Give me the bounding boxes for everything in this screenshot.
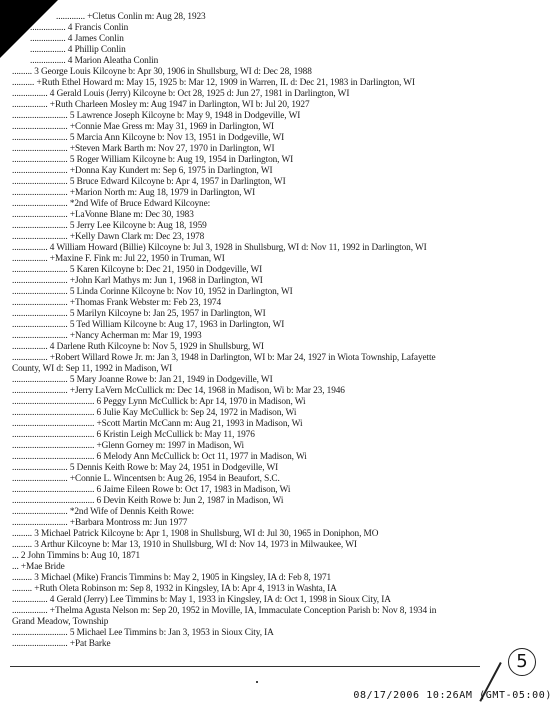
report-line: ......................... 5 Marcia Ann Kilcoyne b: Nov 13, 1951 in Dodgeville, WI [12, 133, 285, 143]
report-line: ................ 4 Gerald (Jerry) Lee Timmins b: May 1, 1933 in Kingsley, IA d: Oct 1, 1998 in Sioux City, IA [12, 595, 391, 605]
report-line: ......................... 5 Mary Joanne Rowe b: Jan 21, 1949 in Dodgeville, WI [12, 375, 273, 385]
report-line: ......................... +Thomas Frank Webster m: Feb 23, 1974 [12, 298, 221, 308]
report-line: ................ +Robert Willard Rowe Jr. m: Jan 3, 1948 in Darlington, WI b: Mar 24, 1927 in Wiota Township, Lafayette [12, 353, 436, 363]
report-line: ..................................... 6 Devin Keith Rowe b: Jun 2, 1987 in Madison, Wi [12, 496, 284, 506]
report-line: ......................... +Kelly Dawn Clark m: Dec 23, 1978 [12, 232, 205, 242]
report-line: ......................... +Connie Mae Gress m: May 31, 1969 in Darlington, WI [12, 122, 275, 132]
report-line: ..................................... 6 Kristin Leigh McCullick b: May 11, 1976 [12, 430, 255, 440]
report-line: ......... +Ruth Oleta Robinson m: Sep 8, 1932 in Kingsley, IA b: Apr 4, 1913 in Washta, IA [12, 584, 337, 594]
report-line: ......................... +Pat Barke [12, 639, 111, 649]
report-line: ......................... 5 Marilyn Kilcoyne b: Jan 25, 1957 in Darlington, WI [12, 309, 266, 319]
handwritten-page-number: 5 [508, 648, 536, 676]
report-line: ................ 4 James Conlin [30, 34, 124, 44]
report-line: ......................... 5 Ted William Kilcoyne b: Aug 17, 1963 in Darlington, WI [12, 320, 285, 330]
report-line: ......................... +Marion North m: Aug 18, 1979 in Darlington, WI [12, 188, 256, 198]
report-line: ......... 3 Michael (Mike) Francis Timmins b: May 2, 1905 in Kingsley, IA d: Feb 8, 1971 [12, 573, 332, 583]
report-line: ................ +Ruth Charleen Mosley m: Aug 1947 in Darlington, WI b: Jul 20, 1927 [12, 100, 310, 110]
report-line: ......................... 5 Roger William Kilcoyne b: Aug 19, 1954 in Darlington, WI [12, 155, 294, 165]
report-line: ..................................... 6 Melody Ann McCullick b: Oct 11, 1977 in Madison, Wi [12, 452, 307, 462]
report-line: ......................... 5 Bruce Edward Kilcoyne b: Apr 4, 1957 in Darlington, WI [12, 177, 286, 187]
report-line: ................ 4 Marion Aleatha Conlin [30, 56, 159, 66]
report-line: ................ 4 William Howard (Billie) Kilcoyne b: Jul 3, 1928 in Shullsburg, WI d: Nov 11, 1992 in Darlington, WI [12, 243, 427, 253]
report-line: ... 2 John Timmins b: Aug 10, 1871 [12, 551, 141, 561]
report-line: ......................... +LaVonne Blane m: Dec 30, 1983 [12, 210, 194, 220]
fax-timestamp: 08/17/2006 10:26AM (GMT-05:00) [353, 690, 552, 701]
report-line: ..................................... +Glenn Gorney m: 1997 in Madison, Wi [12, 441, 245, 451]
report-line: ............. +Cletus Conlin m: Aug 28, 1923 [56, 12, 206, 22]
report-line: ................ 4 Gerald Louis (Jerry) Kilcoyne b: Oct 28, 1925 d: Jun 27, 1981 in Darlington, WI [12, 89, 350, 99]
footer-separator [10, 666, 480, 667]
scan-speck [256, 681, 258, 683]
report-line: ......................... +Steven Mark Barth m: Nov 27, 1970 in Darlington, WI [12, 144, 275, 154]
report-line: ......................... 5 Dennis Keith Rowe b: May 24, 1951 in Dodgeville, WI [12, 463, 279, 473]
report-line: County, WI d: Sep 11, 1992 in Madison, WI [12, 364, 173, 374]
report-line: ................ 4 Darlene Ruth Kilcoyne b: Nov 5, 1929 in Shullsburg, WI [12, 342, 264, 352]
report-line: ..................................... 6 Julie Kay McCullick b: Sep 24, 1972 in Madison, Wi [12, 408, 297, 418]
report-line: ......................... +Nancy Acherman m: Mar 19, 1993 [12, 331, 202, 341]
report-line: ..................................... 6 Jaime Eileen Rowe b: Oct 17, 1983 in Madison, Wi [12, 485, 291, 495]
report-line: ......................... 5 Michael Lee Timmins b: Jan 3, 1953 in Sioux City, IA [12, 628, 274, 638]
report-line: ......................... +Connie L. Wincentsen b: Aug 26, 1954 in Beaufort, S.C. [12, 474, 280, 484]
report-line: ......................... +Donna Kay Kundert m: Sep 6, 1975 in Darlington, WI [12, 166, 273, 176]
report-line: Grand Meadow, Township [12, 617, 109, 627]
report-line: ... +Mae Bride [12, 562, 65, 572]
report-line: ..................................... 6 Peggy Lynn McCullick b: Apr 14, 1970 in Madison, Wi [12, 397, 306, 407]
report-line: ................ 4 Phillip Conlin [30, 45, 126, 55]
report-line: ................ 4 Francis Conlin [30, 23, 129, 33]
report-line: ......................... 5 Linda Corinne Kilcoyne b: Nov 10, 1952 in Darlington, WI [12, 287, 293, 297]
report-line: ................ +Maxine F. Fink m: Jul 22, 1950 in Truman, WI [12, 254, 225, 264]
report-line: ......................... 5 Karen Kilcoyne b: Dec 21, 1950 in Dodgeville, WI [12, 265, 263, 275]
report-line: ......................... *2nd Wife of Bruce Edward Kilcoyne: [12, 199, 211, 209]
report-line: ......... 3 Michael Patrick Kilcoyne b: Apr 1, 1908 in Shullsburg, WI d: Jul 30, 1965 in Doniphon, MO [12, 529, 379, 539]
report-line: .......... +Ruth Ethel Howard m: May 15, 1925 b: Mar 12, 1909 in Warren, IL d: Dec 21, 1983 in Darlington, WI [12, 78, 415, 88]
report-line: ......................... +Barbara Montross m: Jun 1977 [12, 518, 188, 528]
report-line: ..................................... +Scott Martin McCann m: Aug 21, 1993 in Madison, Wi [12, 419, 303, 429]
report-line: ......... 3 Arthur Kilcoyne b: Mar 13, 1910 in Shullsburg, WI d: Nov 14, 1973 in Milwaukee, WI [12, 540, 357, 550]
report-line: ................ +Thelma Agusta Nelson m: Sep 20, 1952 in Moville, IA, Immaculate Conception Parish b: Nov 8, 1934 in [12, 606, 437, 616]
report-line: ......................... +John Karl Mathys m: Jun 1, 1968 in Darlington, WI [12, 276, 263, 286]
report-line: ......................... 5 Lawrence Joseph Kilcoyne b: May 9, 1948 in Dodgeville, WI [12, 111, 301, 121]
report-line: ......... 3 George Louis Kilcoyne b: Apr 30, 1906 in Shullsburg, WI d: Dec 28, 1988 [12, 67, 312, 77]
report-line: ......................... 5 Jerry Lee Kilcoyne b: Aug 18, 1959 [12, 221, 207, 231]
report-line: ......................... +Jerry LaVern McCullick m: Dec 14, 1968 in Madison, Wi b: Mar 23, 1946 [12, 386, 345, 396]
report-line: ......................... *2nd Wife of Dennis Keith Rowe: [12, 507, 194, 517]
